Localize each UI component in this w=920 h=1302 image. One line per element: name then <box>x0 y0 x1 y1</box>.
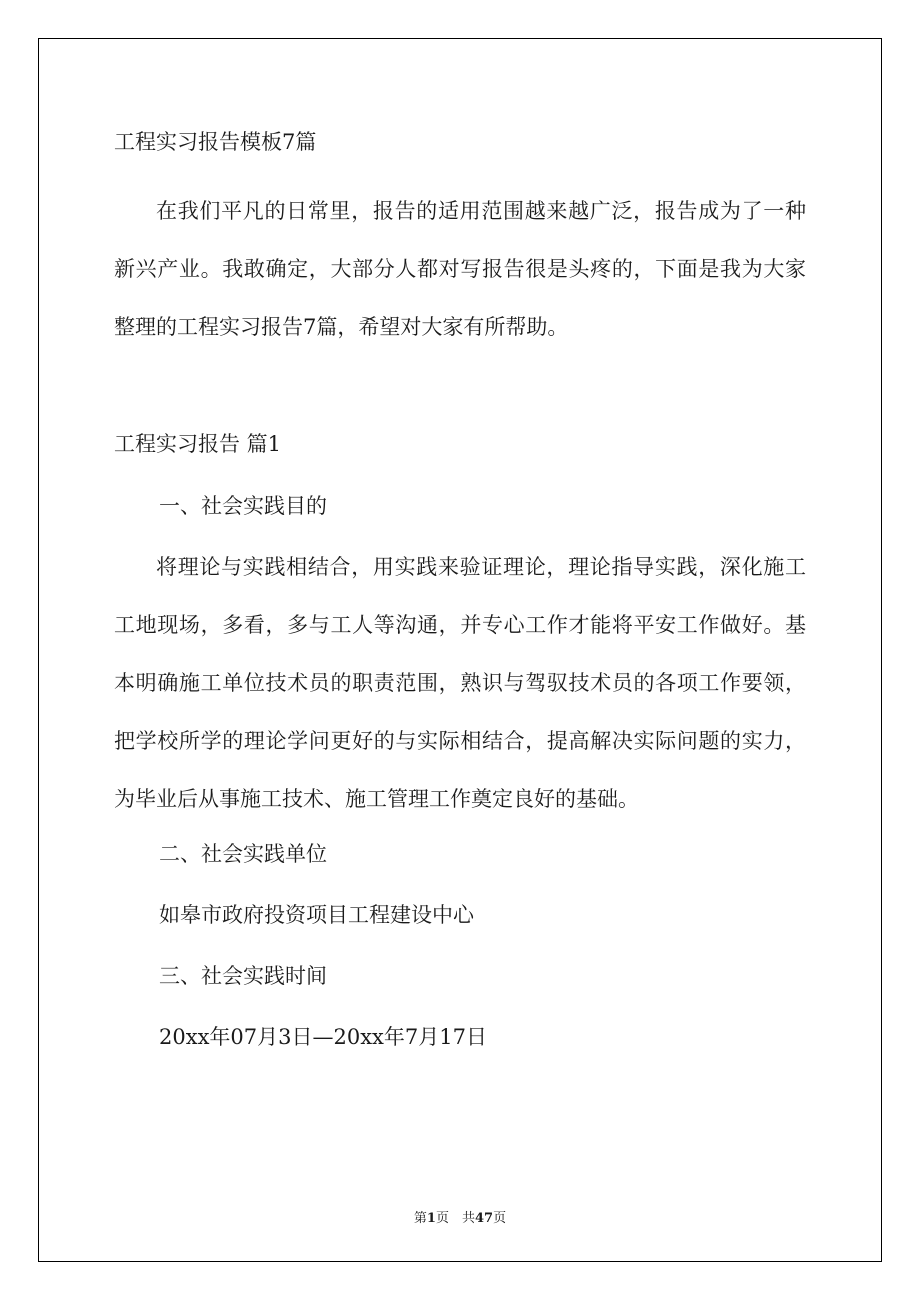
footer-suffix: 页 <box>493 1211 507 1226</box>
document-body <box>114 122 806 1057</box>
heading-time: 三、社会实践时间 <box>159 964 327 988</box>
page-footer <box>0 1207 920 1226</box>
footer-mid: 页 共 <box>435 1211 475 1226</box>
document-title: 工程实习报告模板7篇 <box>114 130 317 154</box>
footer-page-number: 1 <box>426 1211 436 1226</box>
unit-text: 如皋市政府投资项目工程建设中心 <box>159 903 474 927</box>
footer-prefix: 第 <box>413 1211 427 1226</box>
footer-total-pages: 47 <box>474 1211 494 1226</box>
heading-unit: 二、社会实践单位 <box>159 842 327 866</box>
time-text: 20xx年07月3日—20xx年7月17日 <box>159 1025 487 1049</box>
heading-purpose: 一、社会实践目的 <box>159 494 327 518</box>
intro-paragraph: 在我们平凡的日常里，报告的适用范围越来越广泛，报告成为了一种新兴产业。我敢确定，大部分人都对写报告很是头疼的，下面是我为大家整理的工程实习报告7篇，希望对大家有所帮助。 <box>114 199 806 339</box>
section-title: 工程实习报告 篇1 <box>114 432 282 456</box>
purpose-paragraph: 将理论与实践相结合，用实践来验证理论，理论指导实践，深化施工工地现场，多看，多与工人等沟通，并专心工作才能将平安工作做好。基本明确施工单位技术员的职责范围，熟识与驾驭技术员的各项工作要领，把学校所学的理论学问更好的与实际相结合，提高解决实际问题的实力，为毕业后从事施工技术、施工管理工作奠定良好的基础。 <box>114 555 806 811</box>
